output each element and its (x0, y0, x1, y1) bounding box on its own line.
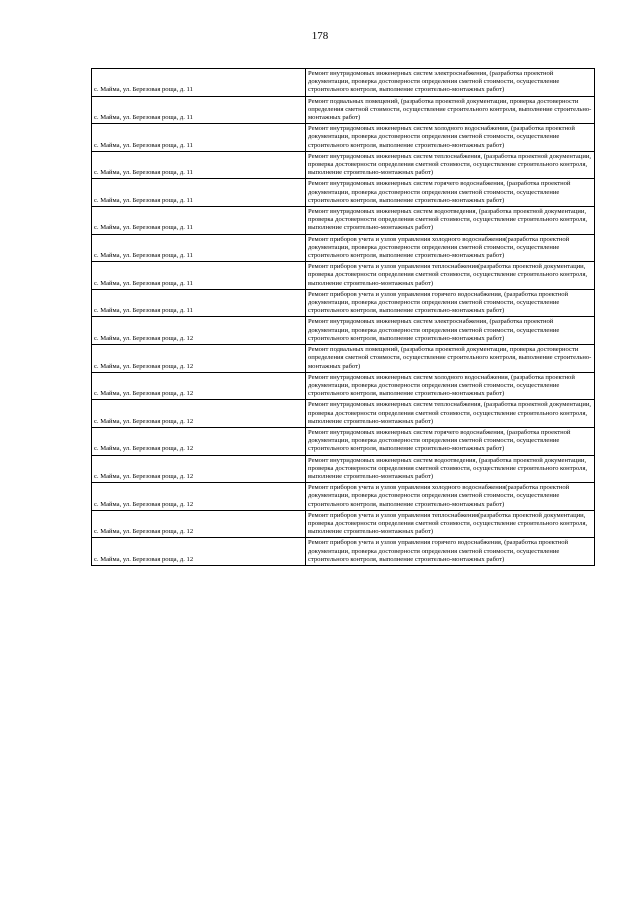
address-cell: с. Майма, ул. Березовая роща, д. 11 (92, 179, 306, 207)
table-row (92, 538, 595, 566)
work-description-cell: Ремонт внутридомовых инженерных систем теплоснабжения, (разработка проектной документации, проверка достоверности определения сметной стоимости, осуществление строительного контроля, выполнение строительно-монтажных работ) (306, 400, 595, 428)
table-row (92, 96, 595, 124)
table-row (92, 372, 595, 400)
work-description-cell: Ремонт внутридомовых инженерных систем холодного водоснабжения, (разработка проектной документации, проверка достоверности определения сметной стоимости, осуществление строительного контроля, выполнение строительно-монтажных работ) (306, 124, 595, 152)
table-row (92, 289, 595, 317)
table-row (92, 455, 595, 483)
work-description-cell: Ремонт внутридомовых инженерных систем горячего водоснабжения, (разработка проектной документации, проверка достоверности определения сметной стоимости, осуществление строительного контроля, выполнение строительно-монтажных работ) (306, 179, 595, 207)
address-cell: с. Майма, ул. Березовая роща, д. 12 (92, 345, 306, 373)
page-number: 178 (311, 30, 329, 42)
table-row (92, 483, 595, 511)
work-description-cell: Ремонт приборов учета и узлов управления горячего водоснабжения, (разработка проектной документации, проверка достоверности определения сметной стоимости, осуществление строительного контроля, выполнение строительно-монтажных работ) (306, 538, 595, 566)
address-cell: с. Майма, ул. Березовая роща, д. 12 (92, 427, 306, 455)
table-row (92, 234, 595, 262)
address-cell: с. Майма, ул. Березовая роща, д. 12 (92, 317, 306, 345)
table-row (92, 151, 595, 179)
table-row (92, 69, 595, 97)
work-description-cell: Ремонт внутридомовых инженерных систем холодного водоснабжения, (разработка проектной документации, проверка достоверности определения сметной стоимости, осуществление строительного контроля, выполнение строительно-монтажных работ) (306, 372, 595, 400)
address-cell: с. Майма, ул. Березовая роща, д. 12 (92, 372, 306, 400)
address-cell: с. Майма, ул. Березовая роща, д. 11 (92, 234, 306, 262)
table-row (92, 427, 595, 455)
address-cell: с. Майма, ул. Березовая роща, д. 12 (92, 455, 306, 483)
table-row (92, 124, 595, 152)
work-description-cell: Ремонт подвальных помещений, (разработка проектной документации, проверка достоверности определения сметной стоимости, осуществление строительного контроля, выполнение строительно-монтажных работ) (306, 96, 595, 124)
address-cell: с. Майма, ул. Березовая роща, д. 11 (92, 151, 306, 179)
work-description-cell: Ремонт приборов учета и узлов управления теплоснабжения(разработка проектной документации, проверка достоверности определения сметной стоимости, осуществление строительного контроля, выполнение строительно-монтажных работ) (306, 262, 595, 290)
works-table-body (92, 69, 595, 566)
table-row (92, 207, 595, 235)
work-description-cell: Ремонт подвальных помещений, (разработка проектной документации, проверка достоверности определения сметной стоимости, осуществление строительного контроля, выполнение строительно-монтажных работ) (306, 345, 595, 373)
table-row (92, 345, 595, 373)
work-description-cell: Ремонт внутридомовых инженерных систем водоотведения, (разработка проектной документации, проверка достоверности определения сметной стоимости, осуществление строительного контроля, выполнение строительно-монтажных работ) (306, 455, 595, 483)
table-row (92, 179, 595, 207)
works-table (91, 68, 595, 566)
work-description-cell: Ремонт внутридомовых инженерных систем горячего водоснабжения, (разработка проектной документации, проверка достоверности определения сметной стоимости, осуществление строительного контроля, выполнение строительно-монтажных работ) (306, 427, 595, 455)
work-description-cell: Ремонт внутридомовых инженерных систем электроснабжения, (разработка проектной документации, проверка достоверности определения сметной стоимости, осуществление строительного контроля, выполнение строительно-монтажных работ) (306, 69, 595, 97)
work-description-cell: Ремонт приборов учета и узлов управления холодного водоснабжения(разработка проектной документации, проверка достоверности определения сметной стоимости, осуществление строительного контроля, выполнение строительно-монтажных работ) (306, 483, 595, 511)
address-cell: с. Майма, ул. Березовая роща, д. 12 (92, 510, 306, 538)
work-description-cell: Ремонт приборов учета и узлов управления холодного водоснабжения(разработка проектной документации, проверка достоверности определения сметной стоимости, осуществление строительного контроля, выполнение строительно-монтажных работ) (306, 234, 595, 262)
address-cell: с. Майма, ул. Березовая роща, д. 12 (92, 538, 306, 566)
address-cell: с. Майма, ул. Березовая роща, д. 11 (92, 262, 306, 290)
table-row (92, 510, 595, 538)
work-description-cell: Ремонт приборов учета и узлов управления теплоснабжения(разработка проектной документации, проверка достоверности определения сметной стоимости, осуществление строительного контроля, выполнение строительно-монтажных работ) (306, 510, 595, 538)
address-cell: с. Майма, ул. Березовая роща, д. 11 (92, 289, 306, 317)
address-cell: с. Майма, ул. Березовая роща, д. 11 (92, 207, 306, 235)
table-row (92, 317, 595, 345)
table-row (92, 262, 595, 290)
address-cell: с. Майма, ул. Березовая роща, д. 11 (92, 124, 306, 152)
work-description-cell: Ремонт внутридомовых инженерных систем теплоснабжения, (разработка проектной документации, проверка достоверности определения сметной стоимости, осуществление строительного контроля, выполнение строительно-монтажных работ) (306, 151, 595, 179)
work-description-cell: Ремонт внутридомовых инженерных систем электроснабжения, (разработка проектной документации, проверка достоверности определения сметной стоимости, осуществление строительного контроля, выполнение строительно-монтажных работ) (306, 317, 595, 345)
table-row (92, 400, 595, 428)
address-cell: с. Майма, ул. Березовая роща, д. 12 (92, 483, 306, 511)
work-description-cell: Ремонт внутридомовых инженерных систем водоотведения, (разработка проектной документации, проверка достоверности определения сметной стоимости, осуществление строительного контроля, выполнение строительно-монтажных работ) (306, 207, 595, 235)
address-cell: с. Майма, ул. Березовая роща, д. 11 (92, 96, 306, 124)
address-cell: с. Майма, ул. Березовая роща, д. 11 (92, 69, 306, 97)
address-cell: с. Майма, ул. Березовая роща, д. 12 (92, 400, 306, 428)
work-description-cell: Ремонт приборов учета и узлов управления горячего водоснабжения, (разработка проектной документации, проверка достоверности определения сметной стоимости, осуществление строительного контроля, выполнение строительно-монтажных работ) (306, 289, 595, 317)
